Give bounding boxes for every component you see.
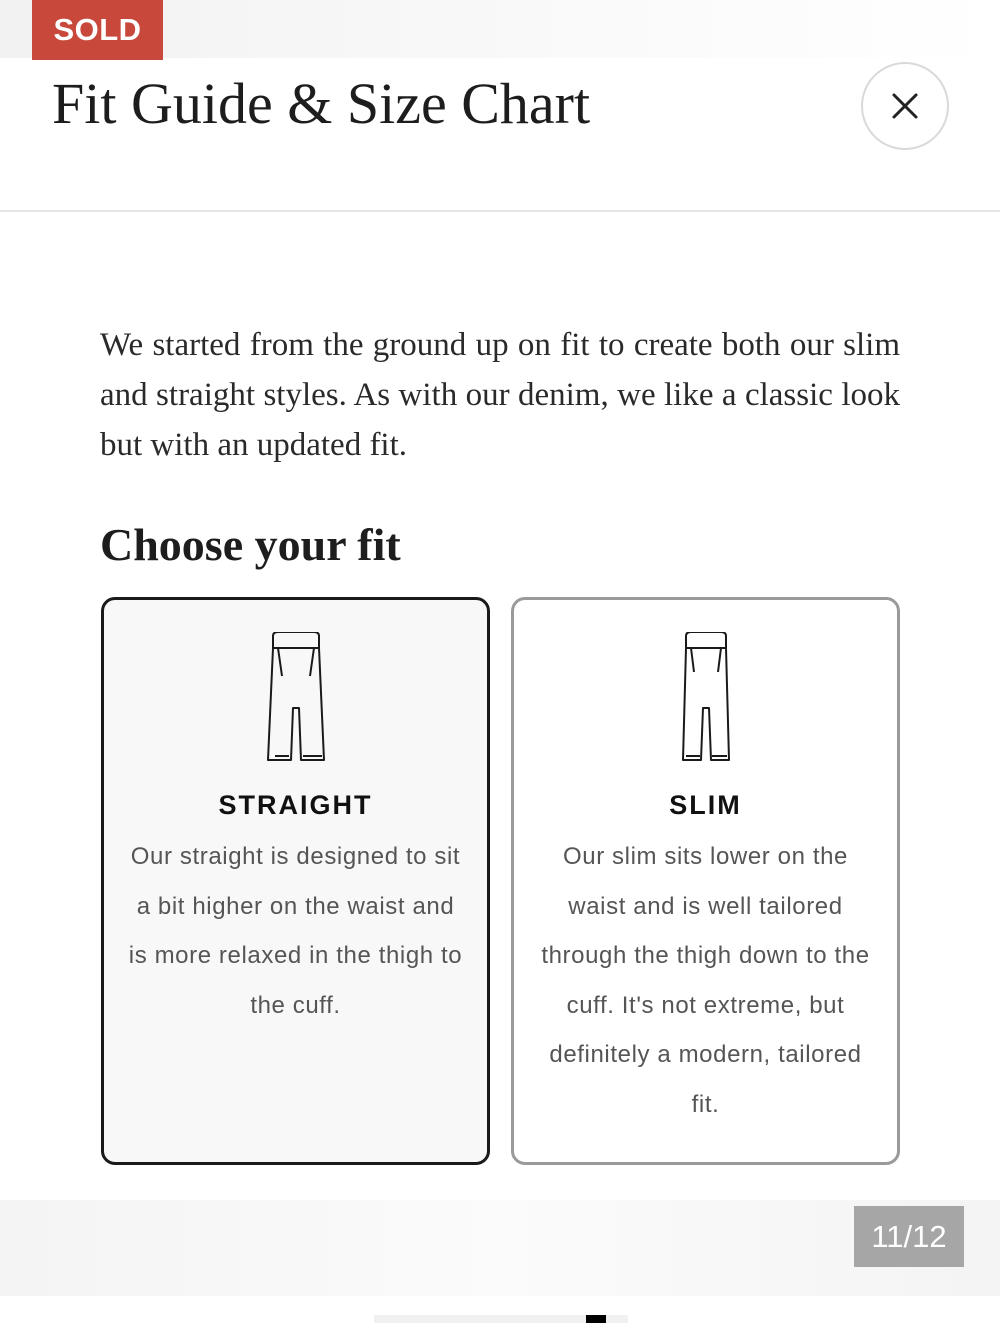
close-button[interactable]: [861, 62, 949, 150]
fit-card-straight[interactable]: [101, 597, 490, 1165]
image-counter-label: 11/12: [871, 1218, 947, 1254]
fit-name-slim: SLIM: [669, 790, 742, 820]
fit-card-slim[interactable]: [511, 597, 900, 1165]
fit-description-straight: Our straight is designed to sit a bit higher on the waist and is more relaxed in the thigh to the cuff.: [128, 843, 463, 1019]
straight-pants-icon: [266, 632, 326, 764]
slim-pants-icon: [681, 632, 731, 764]
gallery-scroll-thumb[interactable]: [586, 1315, 606, 1323]
close-icon: [890, 91, 920, 121]
fit-name-straight: STRAIGHT: [218, 790, 373, 820]
bottom-gradient-band: [0, 1200, 1000, 1296]
sold-badge-label: SOLD: [53, 12, 142, 47]
intro-paragraph: We started from the ground up on fit to create both our slim and straight styles. As with our denim, we like a classic look but with an updated fit.: [100, 327, 900, 463]
choose-fit-heading: Choose your fit: [100, 519, 401, 570]
sold-badge: [32, 0, 163, 60]
image-counter: [854, 1206, 964, 1267]
fit-description-slim: Our slim sits lower on the waist and is well tailored through the thigh down to the cuff. It's not extreme, but definitely a modern, tailored fit.: [541, 843, 870, 1118]
modal-title: Fit Guide & Size Chart: [52, 71, 591, 136]
modal-header: [0, 58, 1000, 212]
